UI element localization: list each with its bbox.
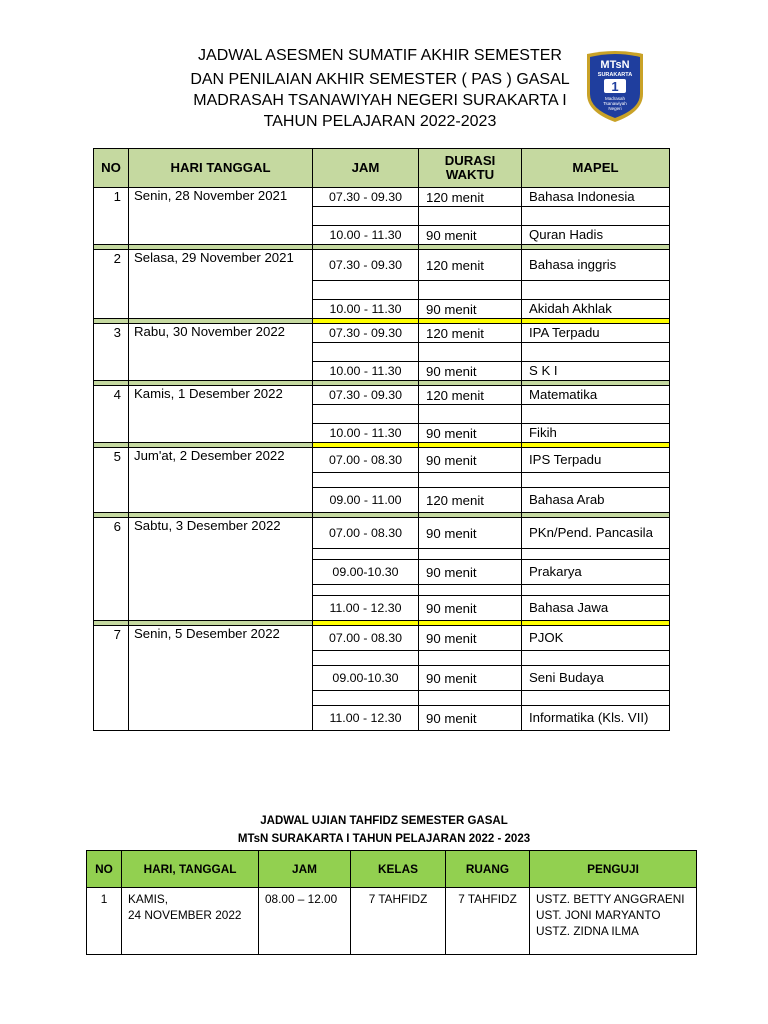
- logo-sub-3: Negeri: [608, 106, 622, 111]
- schedule-row: [94, 386, 670, 405]
- tahfidz-header-jam: JAM: [259, 851, 351, 888]
- logo-top-text: MTsN: [600, 59, 630, 71]
- cell-jam: [313, 473, 419, 488]
- cell-mapel: Bahasa Arab: [522, 488, 670, 513]
- cell-jam: [313, 585, 419, 596]
- logo-sub-2: Tsanawiyah: [603, 101, 627, 106]
- cell-jam: [313, 343, 419, 362]
- tahfidz-header-kelas: KELAS: [351, 851, 446, 888]
- schedule-row: [94, 448, 670, 473]
- cell-no: 4: [94, 386, 129, 443]
- tahfidz-penguji-3: USTZ. ZIDNA ILMA: [536, 924, 639, 938]
- tahfidz-header-day: HARI, TANGGAL: [122, 851, 259, 888]
- cell-day: Senin, 28 November 2021: [129, 188, 313, 245]
- cell-durasi: [419, 549, 522, 560]
- cell-mapel: Bahasa Indonesia: [522, 188, 670, 207]
- cell-jam: 09.00 - 11.00: [313, 488, 419, 513]
- cell-durasi: 90 menit: [419, 300, 522, 319]
- tahfidz-title-1: JADWAL UJIAN TAHFIDZ SEMESTER GASAL: [260, 815, 508, 827]
- header-durasi: DURASI WAKTU: [419, 149, 522, 188]
- cell-mapel: [522, 405, 670, 424]
- cell-mapel: IPS Terpadu: [522, 448, 670, 473]
- cell-durasi: 90 menit: [419, 518, 522, 549]
- cell-durasi: 90 menit: [419, 226, 522, 245]
- tahfidz-penguji-1: USTZ. BETTY ANGGRAENI: [536, 892, 685, 906]
- cell-mapel: S K I: [522, 362, 670, 381]
- cell-jam: 10.00 - 11.30: [313, 300, 419, 319]
- cell-jam: 10.00 - 11.30: [313, 424, 419, 443]
- cell-durasi: 90 menit: [419, 560, 522, 585]
- title-line-2: DAN PENILAIAN AKHIR SEMESTER ( PAS ) GASAL: [190, 71, 570, 88]
- cell-mapel: IPA Terpadu: [522, 324, 670, 343]
- cell-mapel: Bahasa Jawa: [522, 596, 670, 621]
- tahfidz-header-penguji: PENGUJI: [530, 851, 697, 888]
- cell-durasi: [419, 473, 522, 488]
- cell-jam: 07.00 - 08.30: [313, 626, 419, 651]
- cell-durasi: 120 menit: [419, 324, 522, 343]
- cell-jam: 10.00 - 11.30: [313, 226, 419, 245]
- cell-durasi: 120 menit: [419, 250, 522, 281]
- cell-mapel: Seni Budaya: [522, 666, 670, 691]
- cell-jam: 07.30 - 09.30: [313, 188, 419, 207]
- cell-durasi: [419, 281, 522, 300]
- cell-durasi: 90 menit: [419, 448, 522, 473]
- cell-mapel: Quran Hadis: [522, 226, 670, 245]
- tahfidz-penguji-2: UST. JONI MARYANTO: [536, 908, 661, 922]
- logo-number: 1: [611, 79, 619, 94]
- cell-durasi: 120 menit: [419, 488, 522, 513]
- cell-jam: [313, 651, 419, 666]
- tahfidz-title-2: MTsN SURAKARTA I TAHUN PELAJARAN 2022 - 2023: [237, 833, 531, 845]
- cell-no: 1: [94, 188, 129, 245]
- cell-durasi: 90 menit: [419, 596, 522, 621]
- logo-city: SURAKARTA: [597, 72, 633, 78]
- cell-day: Jum'at, 2 Desember 2022: [129, 448, 313, 513]
- tahfidz-table: [86, 850, 697, 955]
- cell-jam: [313, 691, 419, 706]
- schedule-row: [94, 626, 670, 651]
- cell-durasi: [419, 343, 522, 362]
- cell-mapel: [522, 207, 670, 226]
- cell-durasi: [419, 691, 522, 706]
- cell-durasi: 120 menit: [419, 188, 522, 207]
- title-line-4: TAHUN PELAJARAN 2022-2023: [263, 113, 497, 130]
- title-line-3: MADRASAH TSANAWIYAH NEGERI SURAKARTA I: [193, 92, 567, 109]
- header-jam: JAM: [313, 149, 419, 188]
- cell-jam: 09.00-10.30: [313, 666, 419, 691]
- schedule-header-row: [94, 149, 670, 188]
- schedule-row: [94, 250, 670, 281]
- cell-mapel: [522, 281, 670, 300]
- cell-mapel: [522, 549, 670, 560]
- cell-mapel: Prakarya: [522, 560, 670, 585]
- cell-jam: 09.00-10.30: [313, 560, 419, 585]
- cell-durasi: [419, 585, 522, 596]
- cell-jam: 07.00 - 08.30: [313, 518, 419, 549]
- cell-no: 3: [94, 324, 129, 381]
- header-no: NO: [94, 149, 129, 188]
- tahfidz-header-ruang: RUANG: [446, 851, 530, 888]
- cell-mapel: [522, 651, 670, 666]
- schedule-row: [94, 324, 670, 343]
- cell-mapel: [522, 343, 670, 362]
- tahfidz-cell-kelas: 7 TAHFIDZ: [351, 888, 446, 955]
- cell-jam: [313, 281, 419, 300]
- schedule-row: [94, 188, 670, 207]
- cell-no: 5: [94, 448, 129, 513]
- tahfidz-cell-jam: 08.00 – 12.00: [259, 888, 351, 955]
- cell-durasi: 90 menit: [419, 706, 522, 731]
- tahfidz-cell-penguji: [530, 888, 697, 955]
- tahfidz-header-row: [87, 851, 697, 888]
- cell-durasi: [419, 405, 522, 424]
- cell-day: Rabu, 30 November 2022: [129, 324, 313, 381]
- cell-durasi: 120 menit: [419, 386, 522, 405]
- cell-no: 7: [94, 626, 129, 731]
- cell-durasi: 90 menit: [419, 666, 522, 691]
- cell-day: Kamis, 1 Desember 2022: [129, 386, 313, 443]
- cell-durasi: [419, 651, 522, 666]
- cell-jam: 10.00 - 11.30: [313, 362, 419, 381]
- cell-durasi: 90 menit: [419, 626, 522, 651]
- exam-schedule-table: [93, 148, 670, 731]
- cell-day: Sabtu, 3 Desember 2022: [129, 518, 313, 621]
- cell-mapel: Matematika: [522, 386, 670, 405]
- cell-jam: 07.30 - 09.30: [313, 324, 419, 343]
- cell-jam: [313, 405, 419, 424]
- header-day: HARI TANGGAL: [129, 149, 313, 188]
- cell-day: Senin, 5 Desember 2022: [129, 626, 313, 731]
- cell-no: 2: [94, 250, 129, 319]
- cell-jam: 07.30 - 09.30: [313, 386, 419, 405]
- cell-durasi: 90 menit: [419, 362, 522, 381]
- cell-durasi: 90 menit: [419, 424, 522, 443]
- cell-jam: [313, 549, 419, 560]
- cell-mapel: Fikih: [522, 424, 670, 443]
- cell-mapel: PKn/Pend. Pancasila: [522, 518, 670, 549]
- cell-durasi: [419, 207, 522, 226]
- cell-jam: 11.00 - 12.30: [313, 596, 419, 621]
- tahfidz-day-line-2: 24 NOVEMBER 2022: [128, 908, 242, 922]
- tahfidz-cell-day: [122, 888, 259, 955]
- cell-jam: 07.30 - 09.30: [313, 250, 419, 281]
- cell-no: 6: [94, 518, 129, 621]
- tahfidz-cell-no: 1: [87, 888, 122, 955]
- tahfidz-cell-ruang: 7 TAHFIDZ: [446, 888, 530, 955]
- cell-jam: [313, 207, 419, 226]
- schedule-row: [94, 518, 670, 549]
- cell-mapel: [522, 585, 670, 596]
- tahfidz-day-line-1: KAMIS,: [128, 892, 168, 906]
- cell-mapel: Akidah Akhlak: [522, 300, 670, 319]
- tahfidz-row: [87, 888, 697, 955]
- cell-jam: 11.00 - 12.30: [313, 706, 419, 731]
- cell-jam: 07.00 - 08.30: [313, 448, 419, 473]
- cell-mapel: [522, 473, 670, 488]
- cell-mapel: Bahasa inggris: [522, 250, 670, 281]
- cell-mapel: Informatika (Kls. VII): [522, 706, 670, 731]
- logo-sub-1: Madrasah: [604, 96, 626, 101]
- title-line-1: JADWAL ASESMEN SUMATIF AKHIR SEMESTER: [198, 47, 562, 64]
- cell-mapel: [522, 691, 670, 706]
- tahfidz-header-no: NO: [87, 851, 122, 888]
- cell-day: Selasa, 29 November 2021: [129, 250, 313, 319]
- school-logo: [583, 48, 647, 124]
- header-mapel: MAPEL: [522, 149, 670, 188]
- cell-mapel: PJOK: [522, 626, 670, 651]
